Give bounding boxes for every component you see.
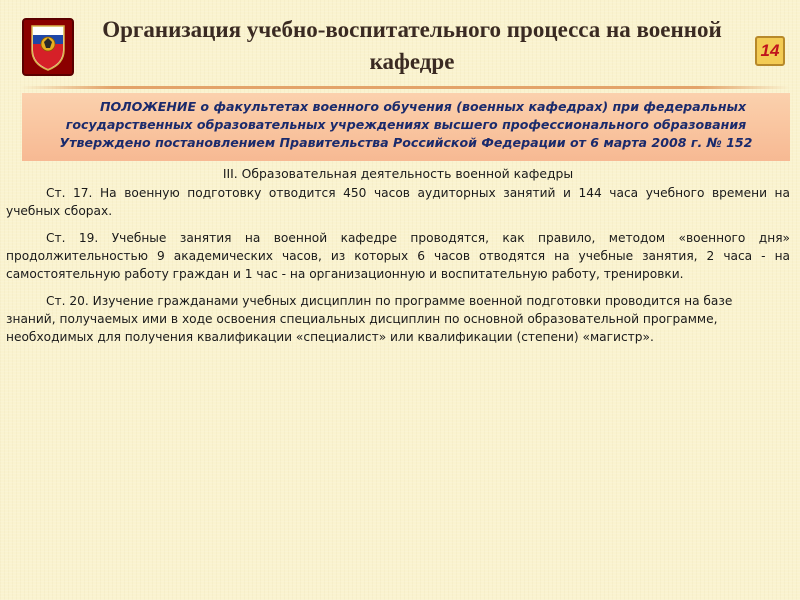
header-divider (20, 86, 790, 89)
page-title: Организация учебно-воспитательного процесса на военной кафедре (102, 17, 722, 74)
article-paragraph: Ст. 17. На военную подготовку отводится 450 часов аудиторных занятий и 144 часа учебного времени на учебных сборах. (6, 186, 790, 218)
section-title: III. Образовательная деятельность военной кафедры (222, 166, 574, 181)
banner-line: ПОЛОЖЕНИЕ о факультетах военного обучения (военных кафедрах) при федеральных (99, 99, 747, 114)
slide-header (0, 0, 800, 86)
banner-line: Утверждено постановлением Правительства Российской Федерации от 6 марта 2008 г. № 152 (59, 135, 753, 150)
military-department-emblem-icon (22, 18, 74, 76)
page-number-badge: 14 (755, 36, 785, 66)
regulation-banner (22, 93, 790, 161)
banner-line: государственных образовательных учреждениях высшего профессионального образования (65, 117, 747, 132)
document-body (6, 165, 790, 355)
article-paragraph: Ст. 19. Учебные занятия на военной кафедре проводятся, как правило, методом «военного дня» продолжительностью 9 академических часов, из которых 6 часов отводятся на учебные занятия, 2 часа - на самостоятельную работу граждан и 1 час - на организационную и воспитательную работу, тренировки. (6, 231, 790, 281)
article-paragraph: Ст. 20. Изучение гражданами учебных дисциплин по программе военной подготовки проводится на базе знаний, получаемых ими в ходе освоения специальных дисциплин по основной образовательной программе, необходимых для получения квалификации «специалист» или квалификации (степени) «магистр». (6, 294, 733, 344)
